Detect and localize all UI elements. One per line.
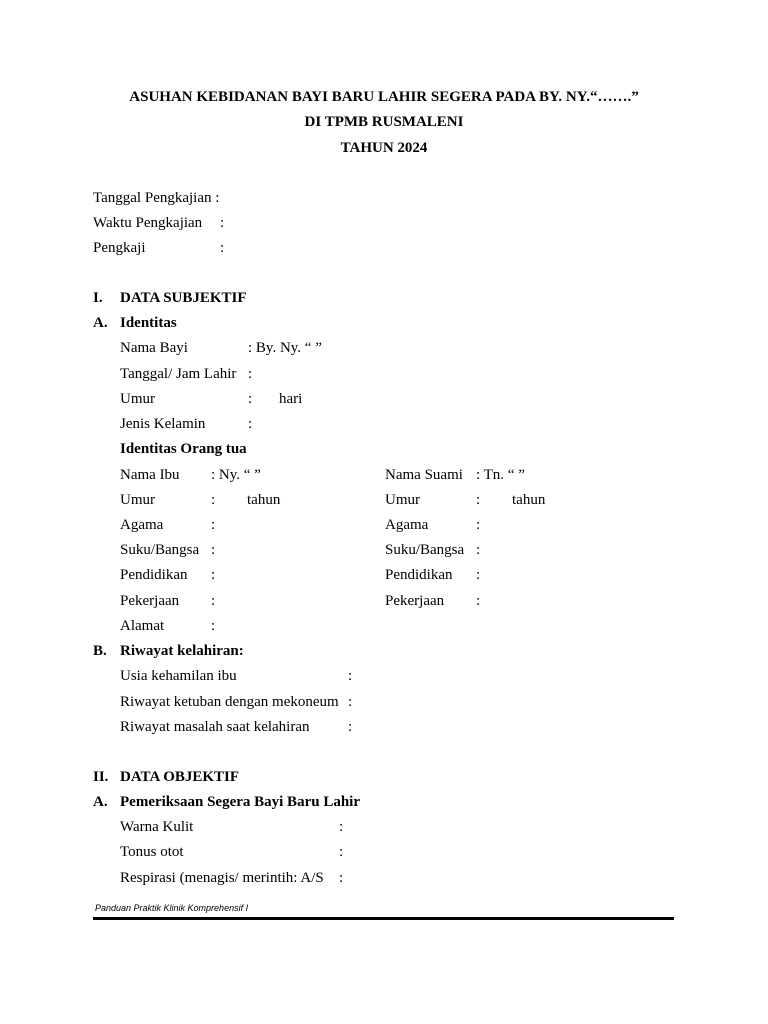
riwayat-ketuban-colon: : — [348, 694, 353, 710]
warna-kulit-label: Warna Kulit — [120, 819, 194, 835]
umur-ibu-label: Umur — [120, 492, 155, 508]
alamat-label: Alamat — [120, 618, 165, 634]
suku-suami-colon: : — [476, 542, 481, 558]
respirasi-colon: : — [339, 870, 344, 886]
pekerjaan-suami-label: Pekerjaan — [385, 593, 445, 609]
pekerjaan-ibu-label: Pekerjaan — [120, 593, 180, 609]
tonus-otot-label: Tonus otot — [120, 844, 184, 860]
footer-text: Panduan Praktik Klinik Komprehensif I — [95, 903, 249, 913]
pendidikan-ibu-colon: : — [211, 567, 216, 583]
doc-title-line3: TAHUN 2024 — [340, 140, 428, 156]
agama-ibu-colon: : — [211, 517, 216, 533]
pendidikan-suami-colon: : — [476, 567, 481, 583]
tonus-otot-colon: : — [339, 844, 344, 860]
identitas-orang-tua-title: Identitas Orang tua — [120, 441, 247, 457]
footer-rule — [93, 917, 674, 920]
alamat-colon: : — [211, 618, 216, 634]
section-1-title: DATA SUBJEKTIF — [120, 290, 247, 306]
tanggal-jam-lahir-colon: : — [248, 366, 253, 382]
pendidikan-ibu-label: Pendidikan — [120, 567, 188, 583]
nama-bayi-value: : By. Ny. “ ” — [248, 340, 322, 356]
umur-ibu-unit: tahun — [247, 492, 281, 508]
suku-ibu-colon: : — [211, 542, 216, 558]
doc-title-line1: ASUHAN KEBIDANAN BAYI BARU LAHIR SEGERA PADA BY. NY.“…….” — [129, 89, 639, 105]
subsection-a-letter: A. — [93, 315, 108, 331]
usia-kehamilan-colon: : — [348, 668, 353, 684]
doc-title-line2: DI TPMB RUSMALENI — [304, 114, 464, 130]
umur-suami-unit: tahun — [512, 492, 546, 508]
umur-bayi-colon: : — [248, 391, 253, 407]
nama-ibu-value: : Ny. “ ” — [211, 467, 261, 483]
umur-bayi-label: Umur — [120, 391, 155, 407]
nama-ibu-label: Nama Ibu — [120, 467, 180, 483]
nama-bayi-label: Nama Bayi — [120, 340, 188, 356]
subsection-2a-letter: A. — [93, 794, 108, 810]
riwayat-masalah-colon: : — [348, 719, 353, 735]
jenis-kelamin-colon: : — [248, 416, 253, 432]
section-2-number: II. — [93, 769, 109, 785]
subsection-b-letter: B. — [93, 643, 107, 659]
section-2-title: DATA OBJEKTIF — [120, 769, 240, 785]
subsection-riwayat-title: Riwayat kelahiran: — [120, 643, 244, 659]
umur-suami-label: Umur — [385, 492, 420, 508]
riwayat-masalah-label: Riwayat masalah saat kelahiran — [120, 719, 310, 735]
subsection-pemeriksaan-title: Pemeriksaan Segera Bayi Baru Lahir — [120, 794, 360, 810]
suku-ibu-label: Suku/Bangsa — [120, 542, 200, 558]
section-1-number: I. — [93, 290, 103, 306]
agama-suami-label: Agama — [385, 517, 429, 533]
pengkaji-colon: : — [220, 240, 225, 256]
tanggal-jam-lahir-label: Tanggal/ Jam Lahir — [120, 366, 237, 382]
tanggal-pengkajian-label: Tanggal Pengkajian : — [93, 190, 220, 206]
pendidikan-suami-label: Pendidikan — [385, 567, 453, 583]
waktu-pengkajian-colon: : — [220, 215, 225, 231]
riwayat-ketuban-label: Riwayat ketuban dengan mekoneum — [120, 694, 339, 710]
umur-suami-colon: : — [476, 492, 481, 508]
nama-suami-value: : Tn. “ ” — [476, 467, 525, 483]
agama-ibu-label: Agama — [120, 517, 164, 533]
subsection-identitas-title: Identitas — [120, 315, 177, 331]
jenis-kelamin-label: Jenis Kelamin — [120, 416, 206, 432]
umur-ibu-colon: : — [211, 492, 216, 508]
respirasi-label: Respirasi (menagis/ merintih: A/S — [120, 870, 324, 886]
waktu-pengkajian-label: Waktu Pengkajian — [93, 215, 203, 231]
umur-bayi-unit: hari — [279, 391, 303, 407]
agama-suami-colon: : — [476, 517, 481, 533]
usia-kehamilan-label: Usia kehamilan ibu — [120, 668, 237, 684]
nama-suami-label: Nama Suami — [385, 467, 463, 483]
pekerjaan-ibu-colon: : — [211, 593, 216, 609]
pekerjaan-suami-colon: : — [476, 593, 481, 609]
suku-suami-label: Suku/Bangsa — [385, 542, 465, 558]
warna-kulit-colon: : — [339, 819, 344, 835]
pengkaji-label: Pengkaji — [93, 240, 146, 256]
